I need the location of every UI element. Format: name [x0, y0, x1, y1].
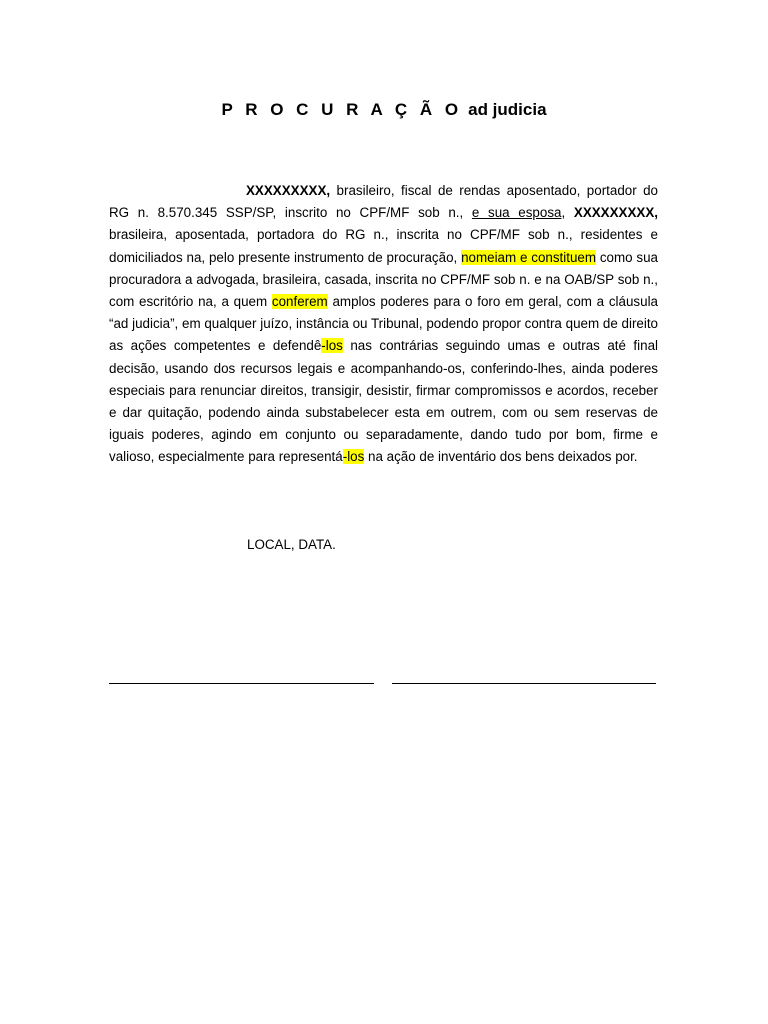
grantor-name-2: XXXXXXXXX,: [573, 205, 658, 221]
signature-line-left: [109, 683, 374, 684]
document-title: [0, 100, 768, 120]
grantor-name-1: XXXXXXXXX,: [246, 183, 331, 198]
place-date-line: LOCAL, DATA.: [247, 537, 336, 552]
spouse-phrase: e sua esposa: [471, 205, 562, 221]
paragraph-text-5: amplos poderes para o foro em geral, com a cláusula “ad judicia”, em qualquer juízo, instância ou Tribunal, podendo propor contra quem de direito as ações competentes e defendê: [109, 294, 658, 354]
title-subtitle: ad judicia: [468, 100, 547, 119]
paragraph-text-4: como sua procuradora a advogada, brasileira, casada, inscrita no CPF/MF sob n. e na OAB/SP sob n., com escritório na, a quem: [109, 249, 658, 310]
paragraph-text-2: ,: [561, 205, 574, 221]
highlight-nomeiam: nomeiam e constituem: [461, 249, 596, 265]
highlight-los-2: -los: [342, 449, 365, 465]
paragraph-text-6: nas contrárias seguindo umas e outras até final decisão, usando dos recursos legais e acompanhando-os, conferindo-lhes, ainda poderes especiais para renunciar direitos, transigir, desistir, firmar compromissos e acordos, receber e dar quitação, podendo ainda substabelecer esta em outrem, com ou sem reservas de iguais poderes, agindo em conjunto ou separadamente, dando tudo por bom, firme e valioso, especialmente para representá: [109, 338, 658, 465]
highlight-los-1: -los: [321, 338, 343, 354]
paragraph-text-3: brasileira, aposentada, portadora do RG n., inscrita no CPF/MF sob n., residentes e domiciliados na, pelo presente instrumento de procuração,: [109, 227, 658, 265]
signature-line-right: [392, 683, 656, 684]
title-main: P R O C U R A Ç Ã O: [221, 100, 463, 119]
power-of-attorney-paragraph: [109, 180, 658, 469]
paragraph-text-7: na ação de inventário dos bens deixados por.: [364, 449, 638, 465]
highlight-conferem: conferem: [271, 294, 328, 310]
paragraph-text-1: brasileiro, fiscal de rendas aposentado, portador do RG n. 8.570.345 SSP/SP, inscrito no CPF/MF sob n.,: [109, 183, 658, 221]
